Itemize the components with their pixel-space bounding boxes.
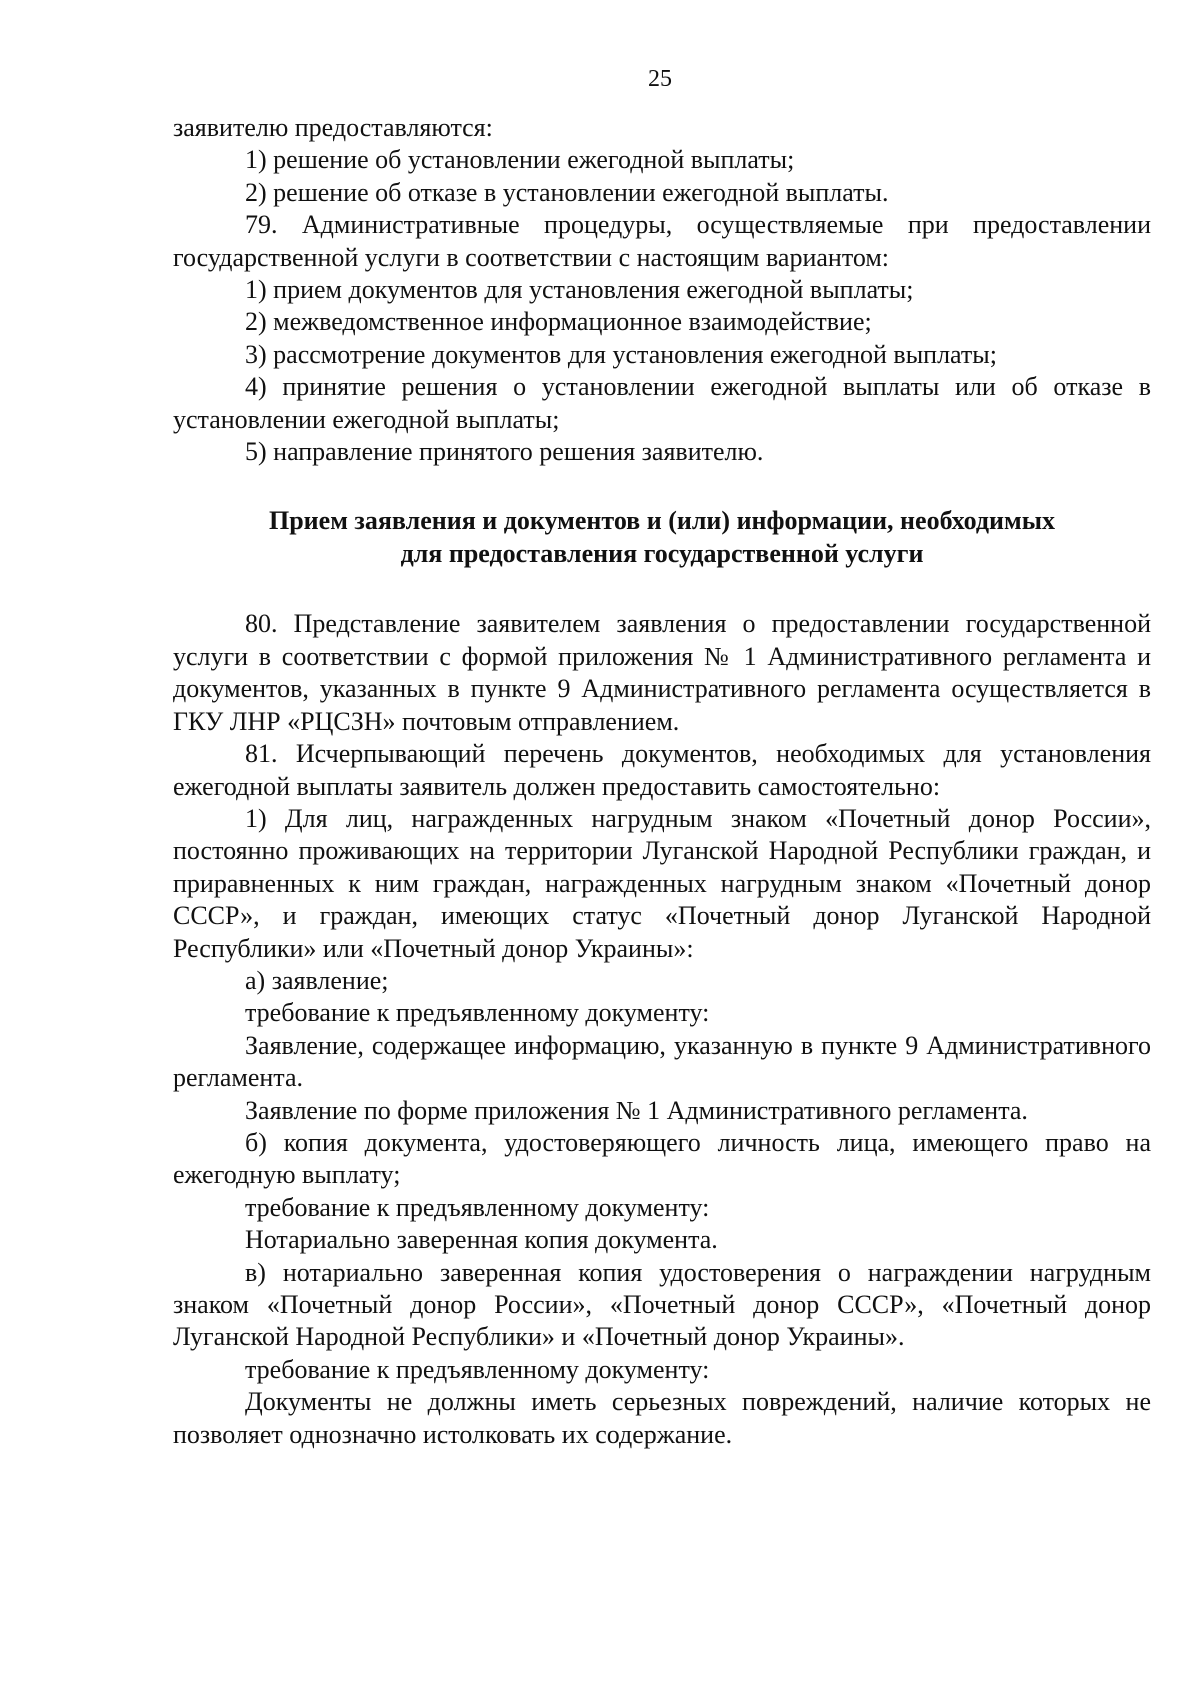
page-number: 25 bbox=[648, 66, 672, 92]
paragraph: 2) межведомственное информационное взаимодействие; bbox=[245, 307, 872, 337]
paragraph: Заявление по форме приложения № 1 Административного регламента. bbox=[245, 1095, 1028, 1125]
paragraph: Документы не должны иметь серьезных повреждений, наличие которых не позволяет однозначно истолковать их содержание. bbox=[173, 1387, 1151, 1449]
section-heading-line: для предоставления государственной услуги bbox=[400, 539, 924, 569]
paragraph: 1) прием документов для установления ежегодной выплаты; bbox=[245, 275, 914, 305]
bottom-section bbox=[173, 608, 1151, 1451]
paragraph: б) копия документа, удостоверяющего личность лица, имеющего право на ежегодную выплату; bbox=[173, 1127, 1151, 1190]
document-body bbox=[173, 112, 1151, 1451]
paragraph: 4) принятие решения о установлении ежегодной выплаты или об отказе в установлении ежегодной выплаты; bbox=[173, 372, 1151, 434]
paragraph: 80. Представление заявителем заявления о предоставлении государственной услуги в соответствии с формой приложения № 1 Административного регламента и документов, указанных в пункте 9 Административного регламента осуществляется в ГКУ ЛНР «РЦСЗН» почтовым отправлением. bbox=[173, 609, 1151, 736]
paragraph: требование к предъявленному документу: bbox=[245, 998, 710, 1028]
top-section bbox=[173, 112, 1151, 468]
section-heading bbox=[173, 504, 1151, 570]
paragraph: в) нотариально заверенная копия удостоверения о награждении нагрудным знаком «Почетный донор России», «Почетный донор СССР», «Почетный донор Луганской Народной Республики» и «Почетный донор Украины». bbox=[173, 1257, 1151, 1352]
section-heading-line: Прием заявления и документов и (или) информации, необходимых bbox=[268, 506, 1055, 536]
paragraph: 79. Административные процедуры, осуществляемые при предоставлении государственной услуги в соответствии с настоящим вариантом: bbox=[173, 210, 1151, 272]
paragraph: 1) Для лиц, награжденных нагрудным знаком «Почетный донор России», постоянно проживающих на территории Луганской Народной Республики граждан, и приравненных к ним граждан, награжденных нагрудным знаком «Почетный донор СССР», и граждан, имеющих статус «Почетный донор Луганской Народной Республики» или «Почетный донор Украины»: bbox=[173, 803, 1151, 963]
paragraph: 5) направление принятого решения заявителю. bbox=[245, 437, 764, 467]
paragraph: требование к предъявленному документу: bbox=[245, 1354, 710, 1384]
paragraph: заявителю предоставляются: bbox=[173, 113, 493, 142]
paragraph: 1) решение об установлении ежегодной выплаты; bbox=[245, 145, 795, 175]
paragraph: Заявление, содержащее информацию, указанную в пункте 9 Административного регламента. bbox=[173, 1030, 1151, 1093]
paragraph: Нотариально заверенная копия документа. bbox=[245, 1225, 718, 1255]
paragraph: 81. Исчерпывающий перечень документов, необходимых для установления ежегодной выплаты заявитель должен предоставить самостоятельно: bbox=[173, 739, 1151, 801]
paragraph: а) заявление; bbox=[245, 965, 389, 995]
paragraph: 2) решение об отказе в установлении ежегодной выплаты. bbox=[245, 177, 889, 207]
paragraph: 3) рассмотрение документов для установления ежегодной выплаты; bbox=[245, 339, 997, 369]
paragraph: требование к предъявленному документу: bbox=[245, 1192, 710, 1222]
